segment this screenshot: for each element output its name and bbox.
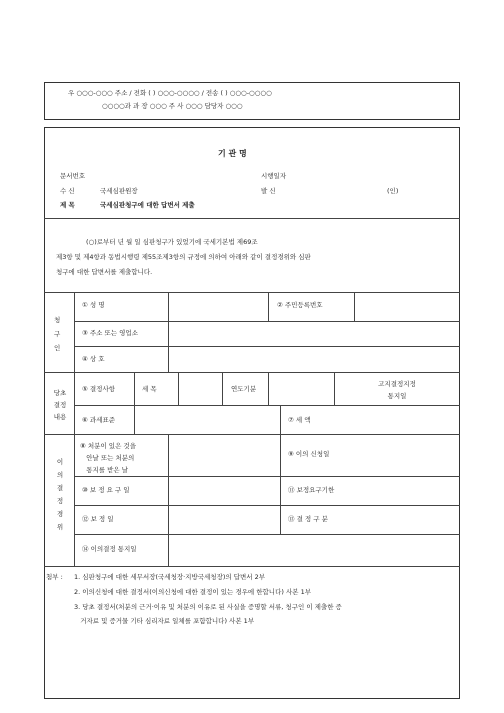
notice-received-label: ⑧ 처분이 있은 것을 안날 또는 처분의 통지를 받은 날 <box>80 442 136 474</box>
attachment-item-4: 거자료 및 증거물 기타 심리자료 일체를 포함합니다) 사본 1부 <box>74 617 255 625</box>
row-divider <box>74 505 460 506</box>
doc-number-label: 문서번호 <box>60 172 86 180</box>
row-divider <box>44 434 460 435</box>
cell-divider <box>268 372 269 405</box>
row-divider <box>74 346 460 347</box>
row-divider <box>74 534 460 535</box>
attachment-item-2: 2. 이의신청에 대한 결정서(이의신청에 대한 결정이 있는 경우에 한합니다) 사본 1부 <box>74 588 311 596</box>
decision-item-label: ⑤ 결정사항 <box>82 385 116 393</box>
claimant-group-label: 청 구 인 <box>54 316 61 352</box>
tax-amount-label: ⑦ 세 액 <box>288 416 311 424</box>
cell-divider <box>134 372 135 405</box>
objection-date-label: ⑨ 이의 신청일 <box>288 450 330 458</box>
issue-date-label: 시행일자 <box>261 172 287 180</box>
row-divider <box>74 405 460 406</box>
trade-name-label: ④ 상 호 <box>82 355 105 363</box>
cell-divider <box>280 405 281 434</box>
attachments-label: 첨부 : <box>46 573 63 581</box>
supplement-request-label: ⑩ 보 정 요 구 일 <box>82 486 130 494</box>
cell-divider <box>268 292 269 321</box>
cell-divider <box>222 372 223 405</box>
row-divider <box>74 321 460 322</box>
cell-divider <box>168 434 169 566</box>
body-text-line-3: 청구에 대한 답변서를 제출합니다. <box>56 268 153 276</box>
decision-group-label: 당초 결정 내용 <box>53 389 67 421</box>
resident-number-label: ② 주민등록번호 <box>277 301 323 309</box>
supplement-date-label: ⑫ 보 정 일 <box>82 515 114 523</box>
body-divider <box>44 292 460 293</box>
objection-group-label: 이 의 결 정 경 위 <box>56 458 64 531</box>
name-field-label: ① 성 명 <box>82 301 105 309</box>
row-divider <box>44 372 460 373</box>
cell-divider <box>178 372 179 405</box>
body-text-line-2: 제3항 및 제4항과 동법시행령 제55조제3항의 규정에 의하여 아래와 같이 결정경위와 심판 <box>56 253 311 261</box>
cell-divider <box>354 292 355 321</box>
row-divider <box>44 566 460 567</box>
cell-divider <box>168 292 169 372</box>
recipient-label: 수 신 <box>60 187 75 195</box>
tax-kind-label: 세 목 <box>142 385 157 393</box>
cell-divider <box>280 434 281 534</box>
cell-divider <box>134 405 135 434</box>
sender-label: 발 신 <box>261 187 276 195</box>
recipient-value: 국세심판원장 <box>100 187 138 195</box>
subject-label: 제 목 <box>60 201 75 209</box>
row-divider <box>74 476 460 477</box>
form-main-box <box>44 127 460 699</box>
year-period-label: 연도기분 <box>231 385 257 393</box>
sender-staff-line: ○○○○과 과 장 ○○○ 주 사 ○○○ 담당자 ○○○ <box>102 102 243 110</box>
decision-type-label: ⑬ 결 정 구 분 <box>288 515 328 523</box>
seal-mark: (인) <box>387 187 399 195</box>
org-section-divider <box>44 218 460 219</box>
body-text-line-1: (○)로부터 년 월 일 심판청구가 있었기에 국세기본법 제69조 <box>86 238 258 246</box>
org-name-title: 기 관 명 <box>218 149 247 158</box>
group-column-divider <box>74 292 75 566</box>
sender-contact-line: 우 ○○○-○○○ 주소 / 전화 ( ) ○○○-○○○○ / 전송 ( ) ○○○-○○○○ <box>68 89 272 97</box>
sender-info-box <box>44 82 460 120</box>
attachment-item-1: 1. 심판청구에 대한 세무서장(국세청장·지방국세청장)의 답변서 2부 <box>74 573 266 581</box>
attachment-item-3: 3. 당초 결정서(처분의 근거·이유 및 처분의 이유로 된 사실을 증명할 서류, 청구인 이 제출한 증 <box>74 603 342 611</box>
subject-value: 국세심판청구에 대한 답변서 제출 <box>100 201 195 209</box>
decision-notice-label: ⑭ 이의결정 통지일 <box>82 545 137 553</box>
tax-base-label: ⑥ 과세표준 <box>82 416 116 424</box>
address-field-label: ③ 주소 또는 영업소 <box>82 329 138 337</box>
notice-date-label: 고지결정지정 통지일 <box>378 380 416 400</box>
supplement-deadline-label: ⑪ 보정요구기한 <box>288 486 335 494</box>
